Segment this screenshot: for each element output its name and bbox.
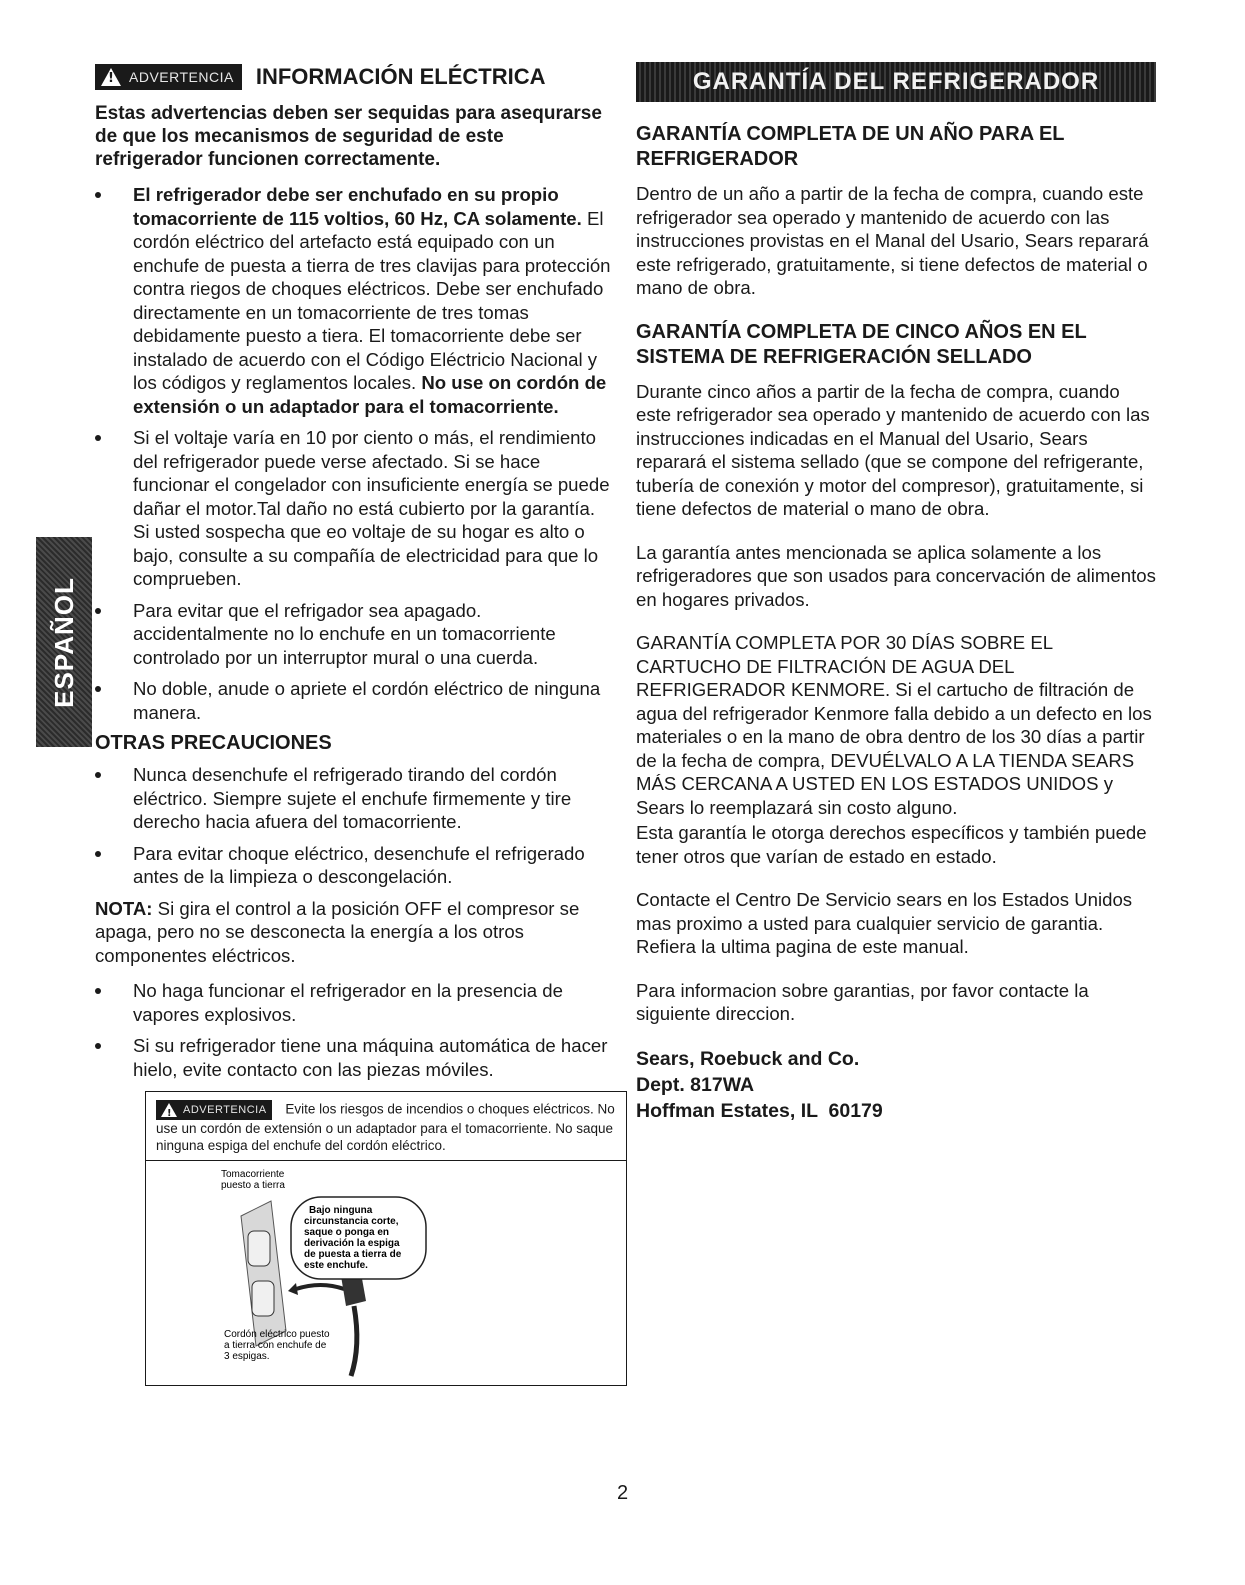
fig-label-cord-2: a tierra con enchufe de [224,1340,327,1351]
bullet-text: Si el voltaje varía en 10 por ciento o más, el rendimiento del refrigerador puede verse afectado. Si se hace funcionar el congelador con insuficiente energía se puede dañar el motor.Tal daño no está cubierto por la garantía. Si usted sospecha que eo voltaje de su hogar es alto o bajo, consulte a su compañía de electricidad para que lo comprueben. [133,427,610,589]
warning-triangle-icon [161,1103,177,1117]
grounded-plug-figure [146,1160,626,1385]
warranty-banner: GARANTÍA DEL REFRIGERADOR [636,62,1156,102]
warranty-paragraph: Durante cinco años a partir de la fecha de compra, cuando este refrigerador sea operado y mantenido de acuerdo con las instrucciones indicadas en el Manual del Usario, Sears reparará el sistema sellado (que se compone del refrigerante, tubería de conexión y motor del compresor), gratuitamente, si tiene defectos de material o mano de obra. [636,380,1150,519]
outlet-plug-illustration [146,1161,624,1385]
bullet-icon [95,988,101,994]
contact-paragraph: Para informacion sobre garantias, por favor contacte la siguiente direccion. [636,979,1089,1024]
warning-heading [95,62,613,92]
warning-badge-label: ADVERTENCIA [129,69,234,85]
fig-callout-5: de puesta a tierra de [304,1249,402,1260]
bullet-icon [95,772,101,778]
arrow-icon [296,1285,344,1289]
bullet-text: El cordón eléctrico del artefacto está equipado con un enchufe de puesta a tierra de tres clavijas para protección contra riegos de choques eléctricos. Debe ser enchufado directamente en un tomacorriente de tres tomas debidamente puesto a tiera. El tomacorriente debe ser instalado de acuerdo con el Código Eléctricio Nacional y los códigos y reglamentos locales. [133,207,611,393]
fig-callout-6: este enchufe. [304,1260,368,1271]
right-column [636,62,1156,1124]
list-item [95,426,613,591]
warning-badge [95,64,242,90]
service-paragraph: Contacte el Centro De Servicio sears en los Estados Unidos mas proximo a usted para cualquier servicio de garantia. Refiera la ultima pagina de este manual. [636,889,1133,957]
bullet-icon [95,435,101,441]
warning-box-message: Evite los riesgos de incendios o choques eléctricos. No use un cordón de extensión o un adaptador para el tomacorriente. No saque ninguna espiga del enchufe del cordón eléctrico. [156,1101,615,1153]
bullet-icon [95,686,101,692]
bullet-text: Si su refrigerador tiene una máquina automática de hacer hielo, evite contacto con las piezas móviles. [133,1035,608,1080]
bullet-icon [95,192,101,198]
sears-address [636,1046,1156,1124]
note-label: NOTA: [95,897,153,919]
list-item [95,979,613,1026]
section-title-electrical: INFORMACIÓN ELÉCTRICA [255,64,546,89]
filter-warranty-paragraph: GARANTÍA COMPLETA POR 30 DÍAS SOBRE EL CARTUCHO DE FILTRACIÓN DE AGUA DEL REFRIGERADOR KENMORE. Si el cartucho de filtración de agua del refrigerador Kenmore falla debido a un defecto en los materiales o en la mano de obra dentro de los 30 días a partir de la fecha de compra, DEVUÉLVALO A LA TIENDA SEARS MÁS CERCANA A USTED EN LOS ESTADOS UNIDOS y Sears lo reemplazará sin costo alguno. [636,632,1152,818]
fig-label-outlet-2: puesto a tierra [221,1180,285,1191]
list-item [95,763,613,834]
fig-callout-3: saque o ponga en [304,1227,390,1238]
fig-callout-1: Bajo ninguna [309,1205,373,1216]
list-item [95,1034,613,1081]
warranty-paragraph: Dentro de un año a partir de la fecha de compra, cuando este refrigerador sea operado y mantenido de acuerdo con las instrucciones provistas en el Manal del Usario, Sears reparará este refrigerado, gratuitamente, si tiene defectos de material o mano de obra. [636,183,1149,298]
arrow-head-icon [288,1283,298,1295]
fig-label-cord-1: Cordón eléctrico puesto [224,1329,330,1340]
warranty-heading-one-year: GARANTÍA COMPLETA DE UN AÑO PARA EL REFRIGERADOR [636,123,1065,170]
outlet-top-icon [248,1231,270,1266]
list-item [95,677,613,724]
cord-icon [351,1306,357,1376]
note-text: Si gira el control a la posición OFF el compresor se apaga, pero no se desconecta la energía a los otros componentes eléctricos. [95,897,580,966]
fig-callout-4: derivación la espiga [304,1238,400,1249]
extra-precautions-list [95,979,613,1081]
warning-box-text [146,1092,626,1160]
fig-callout-2: circunstancia corte, [304,1216,399,1227]
fig-label-cord-3: 3 espigas. [224,1351,270,1362]
note-paragraph [95,897,613,968]
address-line: Dept. 817WA [636,1073,755,1096]
page-number: 2 [616,1482,629,1504]
bullet-icon [95,608,101,614]
outlet-bottom-icon [252,1281,274,1316]
bullet-bold-text: El refrigerador debe ser enchufado en su propio tomacorriente de 115 voltios, 60 Hz, CA solamente. [133,184,582,229]
warranty-paragraph: Esta garantía le otorga derechos específicos y también puede tener otros que varían de estado en estado. [636,822,1147,867]
list-item [95,599,613,670]
warranty-heading-five-year: GARANTÍA COMPLETA DE CINCO AÑOS EN EL SISTEMA DE REFRIGERACIÓN SELLADO [636,320,1087,368]
warning-badge-label: ADVERTENCIA [183,1103,267,1116]
warning-badge [156,1100,272,1120]
list-item [95,842,613,889]
bullet-text: Para evitar que el refrigador sea apagado. accidentalmente no lo enchufe en un tomacorriente controlado por un interruptor mural o una cuerda. [133,599,556,668]
precautions-list [95,763,613,889]
side-tab-label: ESPAÑOL [48,576,79,708]
bullet-icon [95,851,101,857]
intro-text: Estas advertencias deben ser sequidas para asequrarse de que los mecanismos de seguridad de este refrigerador funcionen correctamente. [95,103,602,170]
bullet-text: Para evitar choque eléctrico, desenchufe el refrigerado antes de la limpieza o descongelación. [133,842,585,887]
address-line: Sears, Roebuck and Co. [636,1047,860,1070]
wall-plate-icon [241,1201,286,1346]
bullet-text: Nunca desenchufe el refrigerado tirando del cordón eléctrico. Siempre sujete el enchufe firmemente y tire derecho hacia afuera del tomacorriente. [133,764,572,832]
bullet-text: No haga funcionar el refrigerador en la presencia de vapores explosivos. [133,980,563,1025]
left-column [95,62,613,1386]
bullet-bold-text: No use on cordón de extensión o un adaptador para el tomacorriente. [133,372,607,417]
fig-label-outlet-1: Tomacorriente [221,1169,285,1180]
electrical-list [95,183,613,724]
warning-box [145,1091,627,1386]
language-side-tab [36,537,92,747]
section-title-precautions: OTRAS PRECAUCIONES [95,732,332,754]
warning-triangle-icon [101,68,121,86]
list-item [95,183,613,418]
address-line: Hoffman Estates, IL 60179 [636,1099,883,1122]
warranty-paragraph: La garantía antes mencionada se aplica solamente a los refrigeradores que son usados para concervación de alimentos en hogares privados. [636,541,1156,610]
bullet-text: No doble, anude o apriete el cordón eléctrico de ninguna manera. [133,678,601,723]
bullet-icon [95,1043,101,1049]
